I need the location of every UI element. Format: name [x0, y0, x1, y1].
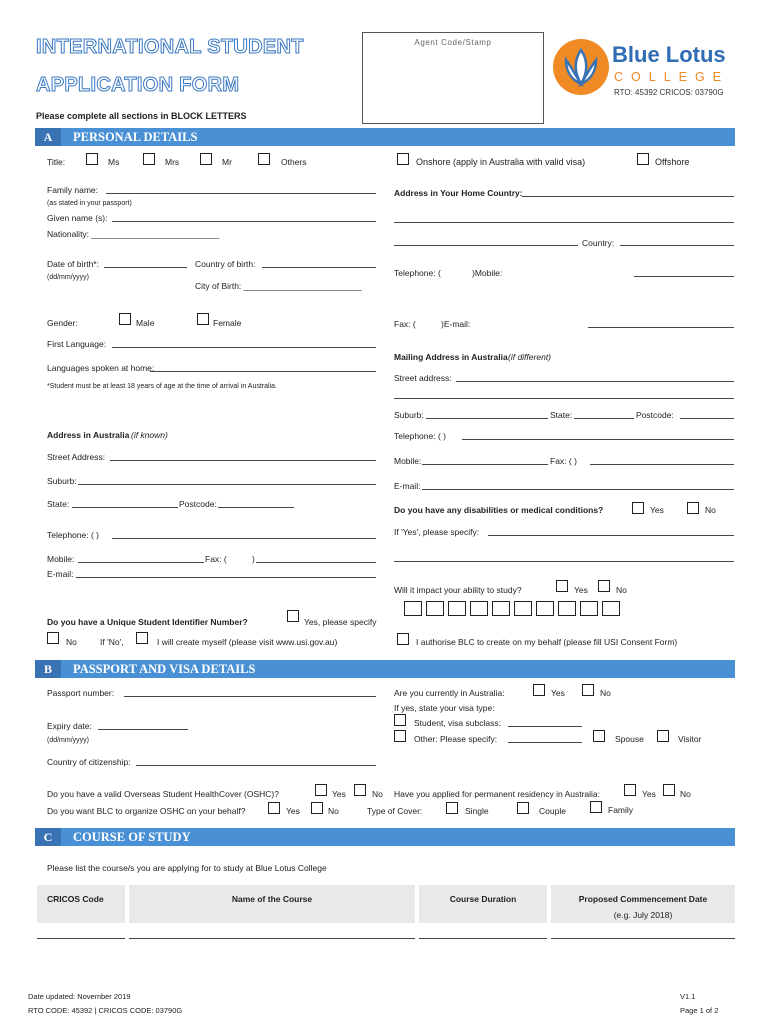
home-address-label: Address in Your Home Country:	[394, 188, 523, 198]
col-commencement	[551, 885, 735, 923]
aus-suburb-field[interactable]	[78, 484, 376, 485]
citizenship-label: Country of citizenship:	[47, 757, 131, 767]
usi-digit-box[interactable]	[558, 601, 576, 616]
title-mrs-checkbox[interactable]	[143, 153, 155, 165]
nationality-label: Nationality: ___________________________	[47, 229, 220, 239]
cover-couple-checkbox[interactable]	[517, 802, 529, 814]
currently-aus-yes-label: Yes	[551, 688, 565, 698]
other-visa-checkbox[interactable]	[394, 730, 406, 742]
section-c-letter: C	[35, 828, 61, 846]
mailing-postcode-field[interactable]	[680, 418, 734, 419]
cover-family-label: Family	[608, 805, 634, 815]
if-different-note: (if different)	[508, 352, 551, 362]
impact-question: Will it impact your ability to study?	[394, 585, 522, 595]
specify-field-2[interactable]	[394, 561, 734, 562]
title-mr-checkbox[interactable]	[200, 153, 212, 165]
home-email-label: )E-mail:	[441, 319, 471, 329]
mailing-email-field[interactable]	[422, 489, 734, 490]
logo-name: Blue Lotus	[612, 42, 726, 67]
aus-telephone-label: Telephone: ( )	[47, 530, 99, 540]
college-logo	[552, 38, 742, 102]
section-c-header	[35, 828, 735, 846]
languages-home-field[interactable]	[150, 371, 376, 372]
home-address-field-1[interactable]	[522, 196, 734, 197]
aus-fax-field[interactable]	[256, 562, 376, 563]
title-label: Title:	[47, 157, 66, 167]
col-cricos-code-label: CRICOS Code	[47, 894, 104, 904]
student-visa-field[interactable]	[508, 726, 582, 727]
footer-page: Page 1 of 2	[680, 1006, 719, 1015]
mailing-state-field[interactable]	[574, 418, 634, 419]
onshore-checkbox[interactable]	[397, 153, 409, 165]
form-title-line2: APPLICATION FORM	[36, 74, 240, 96]
section-a-letter: A	[35, 128, 61, 146]
disabilities-yes-checkbox[interactable]	[632, 502, 644, 514]
date-example: (e.g. July 2018)	[613, 910, 673, 920]
footer-version: V1.1	[680, 992, 696, 1001]
gender-male-label: Male	[136, 318, 155, 328]
col-course-name	[129, 885, 415, 923]
expiry-format: (dd/mm/yyyy)	[47, 737, 89, 744]
visitor-label: Visitor	[678, 734, 702, 744]
permanent-no-checkbox[interactable]	[663, 784, 675, 796]
visitor-checkbox[interactable]	[657, 730, 669, 742]
passport-number-label: Passport number:	[47, 688, 115, 698]
col-commencement-label: Proposed Commencement Date	[578, 894, 708, 904]
impact-yes-label: Yes	[574, 585, 588, 595]
cover-family-checkbox[interactable]	[590, 801, 602, 813]
gender-female-checkbox[interactable]	[197, 313, 209, 325]
title-mrs-label: Mrs	[165, 157, 180, 167]
logo-sub: COLLEGE	[614, 70, 730, 84]
oshc-have-no-checkbox[interactable]	[354, 784, 366, 796]
section-a-header	[35, 128, 735, 146]
course-duration-field[interactable]	[419, 938, 547, 939]
first-language-field[interactable]	[112, 347, 376, 348]
course-name-field[interactable]	[129, 938, 415, 939]
usi-question: Do you have a Unique Student Identifier Number?	[47, 617, 248, 627]
home-mobile-field[interactable]	[634, 276, 734, 277]
usi-digit-box[interactable]	[580, 601, 598, 616]
aus-postcode-label: Postcode:	[179, 499, 217, 509]
title-ms-label: Ms	[108, 157, 120, 167]
aus-postcode-field[interactable]	[218, 507, 294, 508]
cover-single-checkbox[interactable]	[446, 802, 458, 814]
other-visa-field[interactable]	[508, 742, 582, 743]
other-visa-label: Other: Please specify:	[414, 734, 498, 744]
commencement-field[interactable]	[551, 938, 735, 939]
home-email-field[interactable]	[588, 327, 734, 328]
mailing-telephone-field[interactable]	[462, 439, 734, 440]
cover-couple-label: Couple	[539, 806, 566, 816]
currently-aus-no-checkbox[interactable]	[582, 684, 594, 696]
dob-label: Date of birth*:	[47, 259, 99, 269]
usi-digit-box[interactable]	[426, 601, 444, 616]
expiry-label: Expiry date:	[47, 721, 92, 731]
usi-digit-box[interactable]	[470, 601, 488, 616]
country-label: Country:	[582, 238, 615, 248]
disabilities-no-checkbox[interactable]	[687, 502, 699, 514]
aus-suburb-label: Suburb:	[47, 476, 77, 486]
agent-stamp-label: Agent Code/Stamp	[414, 38, 492, 47]
title-others-label: Others	[281, 157, 307, 167]
home-mobile-label: )Mobile:	[472, 268, 503, 278]
disabilities-yes-label: Yes	[650, 505, 664, 515]
cover-type-label: Type of Cover:	[367, 806, 423, 816]
gender-label: Gender:	[47, 318, 78, 328]
spouse-label: Spouse	[615, 734, 644, 744]
oshc-organize-yes-checkbox[interactable]	[268, 802, 280, 814]
home-fax-label: Fax: (	[394, 319, 416, 329]
currently-aus-question: Are you currently in Australia:	[394, 688, 505, 698]
currently-aus-yes-checkbox[interactable]	[533, 684, 545, 696]
aus-state-label: State:	[47, 499, 70, 509]
cricos-code-field[interactable]	[37, 938, 125, 939]
mailing-suburb-label: Suburb:	[394, 410, 424, 420]
languages-home-label: Languages spoken at home:	[47, 363, 155, 373]
aus-fax-close: )	[252, 554, 255, 564]
usi-no-label: No	[66, 637, 77, 647]
permanent-yes-label: Yes	[642, 789, 656, 799]
mailing-telephone-label: Telephone: ( )	[394, 431, 446, 441]
section-b-letter: B	[35, 660, 61, 678]
mailing-suburb-field[interactable]	[426, 418, 548, 419]
usi-authorise-label: I authorise BLC to create on my behalf (please fill USI Consent Form)	[416, 637, 678, 647]
usi-no-checkbox[interactable]	[47, 632, 59, 644]
usi-digit-box[interactable]	[404, 601, 422, 616]
mailing-address-label: Mailing Address in Australia	[394, 352, 508, 362]
spouse-checkbox[interactable]	[593, 730, 605, 742]
usi-authorise-checkbox[interactable]	[397, 633, 409, 645]
oshc-have-no-label: No	[372, 789, 383, 799]
title-others-checkbox[interactable]	[258, 153, 270, 165]
student-visa-checkbox[interactable]	[394, 714, 406, 726]
country-of-birth-label: Country of birth:	[195, 259, 256, 269]
usi-digit-box[interactable]	[536, 601, 554, 616]
permanent-yes-checkbox[interactable]	[624, 784, 636, 796]
specify-label: If 'Yes', please specify:	[394, 527, 480, 537]
aus-mobile-label: Mobile:	[47, 554, 75, 564]
course-intro: Please list the course/s you are applying for to study at Blue Lotus College	[47, 863, 327, 873]
logo-codes: RTO: 45392 CRICOS: 03790G	[614, 88, 724, 97]
as-stated-note: (as stated in your passport)	[47, 200, 132, 207]
family-name-field[interactable]	[106, 193, 376, 194]
oshc-organize-no-label: No	[328, 806, 339, 816]
gender-male-checkbox[interactable]	[119, 313, 131, 325]
aus-street-field[interactable]	[110, 460, 376, 461]
home-address-field-2[interactable]	[394, 222, 734, 223]
mailing-street-field-2[interactable]	[394, 398, 734, 399]
offshore-checkbox[interactable]	[637, 153, 649, 165]
mailing-fax-label: Fax: ( )	[550, 456, 577, 466]
usi-if-no-label: If 'No',	[100, 637, 124, 647]
permanent-question: Have you applied for permanent residency in Australia:	[394, 789, 601, 799]
visa-type-label: If yes, state your visa type:	[394, 703, 495, 713]
lotus-icon	[552, 38, 610, 96]
given-name-label: Given name (s):	[47, 213, 108, 223]
mailing-street-label: Street address:	[394, 373, 452, 383]
currently-aus-no-label: No	[600, 688, 611, 698]
mailing-email-label: E-mail:	[394, 481, 421, 491]
passport-number-field[interactable]	[124, 696, 376, 697]
aus-mobile-field[interactable]	[78, 562, 204, 563]
aus-fax-label: Fax: (	[205, 554, 227, 564]
oshc-organize-no-checkbox[interactable]	[311, 802, 323, 814]
home-address-field-3[interactable]	[394, 245, 578, 246]
agent-stamp-box[interactable]	[362, 32, 544, 124]
given-name-field[interactable]	[112, 221, 376, 222]
col-course-duration-label: Course Duration	[449, 894, 517, 904]
footer-date: Date updated: November 2019	[28, 992, 131, 1001]
disabilities-no-label: No	[705, 505, 716, 515]
section-b-title: PASSPORT AND VISA DETAILS	[73, 662, 256, 676]
usi-create-checkbox[interactable]	[136, 632, 148, 644]
city-of-birth-label: City of Birth: _________________________	[195, 281, 362, 291]
instruction-text: Please complete all sections in BLOCK LETTERS	[36, 111, 247, 121]
usi-digit-box[interactable]	[448, 601, 466, 616]
col-course-name-label: Name of the Course	[231, 894, 313, 904]
oshc-organize-question: Do you want BLC to organize OSHC on your behalf?	[47, 806, 246, 816]
col-cricos-code	[37, 885, 125, 923]
aus-state-field[interactable]	[72, 507, 178, 508]
country-of-birth-field[interactable]	[262, 267, 376, 268]
citizenship-field[interactable]	[136, 765, 376, 766]
permanent-no-label: No	[680, 789, 691, 799]
onshore-label: Onshore (apply in Australia with valid visa)	[416, 157, 586, 167]
age-note: *Student must be at least 18 years of age at the time of arrival in Australia.	[47, 383, 277, 390]
section-c-title: COURSE OF STUDY	[73, 830, 191, 844]
student-visa-label: Student, visa subclass:	[414, 718, 501, 728]
home-telephone-label: Telephone: (	[394, 268, 441, 278]
dob-field[interactable]	[104, 267, 187, 268]
expiry-field[interactable]	[98, 729, 188, 730]
usi-yes-label: Yes, please specify	[304, 617, 377, 627]
mailing-state-label: State:	[550, 410, 573, 420]
impact-no-checkbox[interactable]	[598, 580, 610, 592]
offshore-label: Offshore	[655, 157, 690, 167]
oshc-have-question: Do you have a valid Overseas Student HealthCover (OSHC)?	[47, 789, 279, 799]
footer-codes: RTO CODE: 45392 | CRICOS CODE: 03790G	[28, 1006, 183, 1015]
cover-single-label: Single	[465, 806, 489, 816]
address-aus-label: Address in Australia	[47, 430, 130, 440]
specify-field-1[interactable]	[488, 535, 734, 536]
gender-female-label: Female	[213, 318, 242, 328]
if-known-note: (if known)	[131, 430, 168, 440]
impact-yes-checkbox[interactable]	[556, 580, 568, 592]
dob-format: (dd/mm/yyyy)	[47, 274, 89, 281]
section-b-header	[35, 660, 735, 678]
mailing-postcode-label: Postcode:	[636, 410, 674, 420]
family-name-label: Family name:	[47, 185, 99, 195]
title-mr-label: Mr	[222, 157, 232, 167]
oshc-have-yes-checkbox[interactable]	[315, 784, 327, 796]
title-ms-checkbox[interactable]	[86, 153, 98, 165]
first-language-label: First Language:	[47, 339, 107, 349]
aus-street-label: Street Address:	[47, 452, 106, 462]
usi-digit-box[interactable]	[602, 601, 620, 616]
aus-email-field[interactable]	[76, 577, 376, 578]
mailing-mobile-label: Mobile:	[394, 456, 422, 466]
usi-digit-box[interactable]	[514, 601, 532, 616]
mailing-mobile-field[interactable]	[422, 464, 548, 465]
country-field[interactable]	[620, 245, 734, 246]
mailing-street-field[interactable]	[456, 381, 734, 382]
col-course-duration	[419, 885, 547, 923]
usi-digit-box[interactable]	[492, 601, 510, 616]
aus-telephone-field[interactable]	[112, 538, 376, 539]
usi-number-boxes[interactable]	[404, 601, 624, 616]
disabilities-question: Do you have any disabilities or medical conditions?	[394, 505, 604, 515]
usi-create-label: I will create myself (please visit www.usi.gov.au)	[157, 637, 338, 647]
usi-yes-checkbox[interactable]	[287, 610, 299, 622]
oshc-organize-yes-label: Yes	[286, 806, 300, 816]
mailing-fax-field[interactable]	[590, 464, 734, 465]
section-a-title: PERSONAL DETAILS	[73, 130, 198, 144]
form-title-line1: INTERNATIONAL STUDENT	[36, 36, 304, 58]
impact-no-label: No	[616, 585, 627, 595]
oshc-have-yes-label: Yes	[332, 789, 346, 799]
aus-email-label: E-mail:	[47, 569, 74, 579]
